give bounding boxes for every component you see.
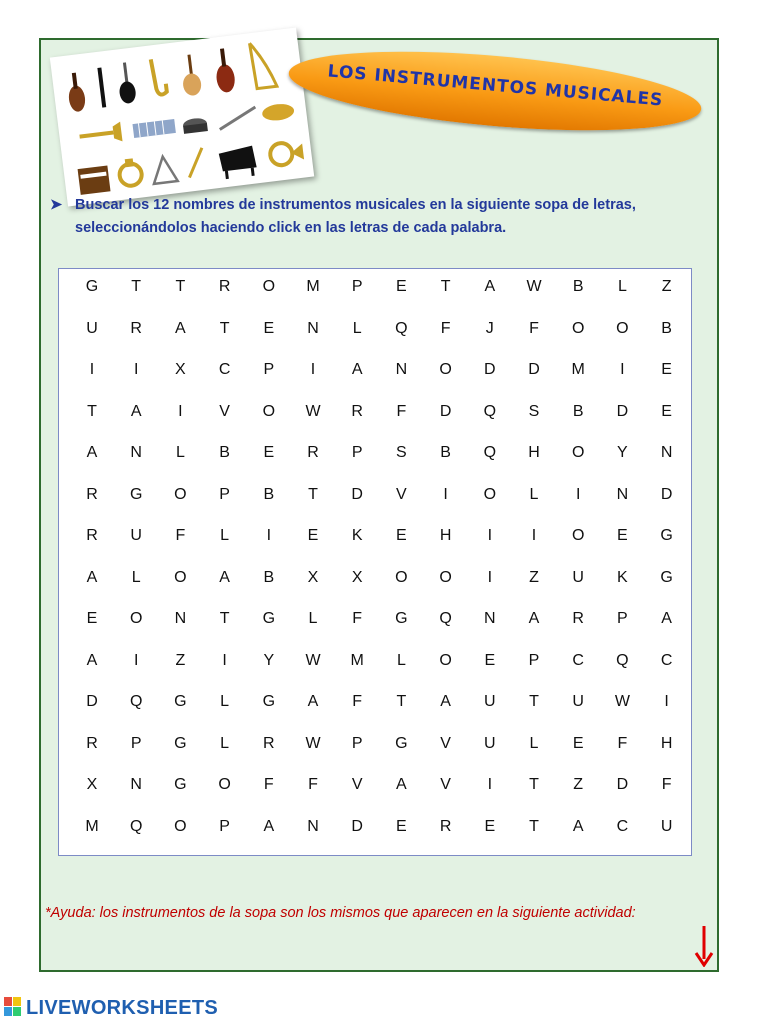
grid-letter[interactable]: E xyxy=(307,527,319,544)
grid-letter[interactable]: D xyxy=(528,361,540,378)
grid-letter[interactable]: G xyxy=(174,776,187,793)
grid-letter[interactable]: I xyxy=(664,693,669,710)
grid-letter[interactable]: I xyxy=(487,568,493,586)
grid-letter[interactable]: I xyxy=(178,402,183,420)
instruction-text: Buscar los 12 nombres de instrumentos musicales en la siguiente sopa de letras, seleccionándolos haciendo click en las letras de cada palabra. xyxy=(75,197,636,236)
grid-letter[interactable]: Q xyxy=(129,817,143,835)
grid-letter[interactable]: L xyxy=(396,651,406,669)
grid-letter[interactable]: E xyxy=(396,278,407,295)
down-arrow-icon xyxy=(694,925,714,967)
grid-letter[interactable]: G xyxy=(174,734,187,752)
grid-letter[interactable]: T xyxy=(440,278,451,295)
instruments-collage xyxy=(50,27,314,206)
grid-letter[interactable]: D xyxy=(351,817,363,835)
grid-letter[interactable]: D xyxy=(660,485,673,503)
grid-letter[interactable]: B xyxy=(572,278,584,295)
grid-letter[interactable]: F xyxy=(352,693,363,710)
grid-letter[interactable]: V xyxy=(219,402,230,420)
grid-letter[interactable]: B xyxy=(440,444,451,461)
grid-letter[interactable]: E xyxy=(661,361,672,378)
grid-letter[interactable]: L xyxy=(529,734,539,752)
grid-letter[interactable]: N xyxy=(616,485,629,503)
grid-letter[interactable]: O xyxy=(616,319,629,337)
grid-letter[interactable]: R xyxy=(86,485,98,503)
grid-letter[interactable]: B xyxy=(263,568,275,586)
grid-letter[interactable]: W xyxy=(614,693,630,710)
grid-letter[interactable]: T xyxy=(87,402,97,420)
grid-letter[interactable]: E xyxy=(263,444,275,461)
grid-letter[interactable]: Q xyxy=(395,319,408,337)
grid-letter[interactable]: P xyxy=(351,444,363,461)
grid-letter[interactable]: N xyxy=(130,444,142,461)
grid-letter[interactable]: I xyxy=(222,651,227,669)
tuba-icon xyxy=(118,157,143,186)
grid-letter[interactable]: V xyxy=(440,734,451,752)
grid-letter[interactable]: I xyxy=(531,527,537,544)
grid-letter[interactable]: L xyxy=(308,610,318,627)
grid-letter[interactable]: B xyxy=(572,402,584,420)
grid-letter[interactable]: F xyxy=(617,734,628,752)
grid-letter[interactable]: Z xyxy=(661,278,672,295)
grid-letter[interactable]: D xyxy=(351,485,363,503)
grid-letter[interactable]: F xyxy=(661,776,672,793)
grid-letter[interactable]: A xyxy=(396,776,407,793)
grid-letter[interactable]: U xyxy=(572,693,584,710)
grid-letter[interactable]: B xyxy=(263,485,275,503)
saxophone-icon xyxy=(151,58,167,95)
grid-letter[interactable]: N xyxy=(660,444,673,461)
grid-letter[interactable]: I xyxy=(89,361,95,378)
grid-letter[interactable]: N xyxy=(307,319,319,337)
grid-letter[interactable]: O xyxy=(262,278,276,295)
grid-letter[interactable]: U xyxy=(572,568,584,586)
grid-letter[interactable]: A xyxy=(351,361,363,378)
acoustic-guitar-icon xyxy=(180,54,203,97)
grid-letter[interactable]: P xyxy=(219,817,230,835)
french-horn-icon xyxy=(269,141,304,167)
piano-icon xyxy=(218,145,257,179)
grid-letter[interactable]: U xyxy=(484,734,496,752)
grid-letter[interactable]: G xyxy=(174,693,187,710)
grid-letter[interactable]: A xyxy=(86,568,98,586)
grid-letter[interactable]: P xyxy=(528,651,540,669)
grid-letter[interactable]: P xyxy=(263,361,275,378)
grid-letter[interactable]: M xyxy=(571,361,585,378)
grid-letter[interactable]: C xyxy=(572,651,584,669)
grid-letter[interactable]: F xyxy=(440,319,451,337)
electric-guitar-icon xyxy=(116,62,137,105)
grid-letter[interactable]: U xyxy=(660,817,673,835)
grid-letter[interactable]: F xyxy=(308,776,318,793)
grid-letter[interactable]: G xyxy=(660,568,673,586)
grid-letter[interactable]: A xyxy=(175,319,186,337)
grid-letter[interactable]: E xyxy=(396,527,407,544)
grid-letter[interactable]: T xyxy=(219,319,230,337)
grid-letter[interactable]: I xyxy=(575,485,581,503)
grid-letter[interactable]: Q xyxy=(483,402,497,420)
grid-letter[interactable]: I xyxy=(266,527,272,544)
grid-letter[interactable]: R xyxy=(351,402,363,420)
harp-icon xyxy=(250,41,277,89)
grid-letter[interactable]: T xyxy=(219,610,230,627)
grid-letter[interactable]: R xyxy=(439,817,452,835)
grid-letter[interactable]: Z xyxy=(175,651,186,669)
grid-letter[interactable]: I xyxy=(133,651,139,669)
grid-letter[interactable]: X xyxy=(175,361,186,378)
grid-letter[interactable]: I xyxy=(443,485,448,503)
grid-letter[interactable]: O xyxy=(395,568,408,586)
grid-letter[interactable]: C xyxy=(660,651,673,669)
grid-letter[interactable]: W xyxy=(526,278,542,295)
grid-letter[interactable]: A xyxy=(572,817,584,835)
grid-letter[interactable]: T xyxy=(529,693,539,710)
help-note: *Ayuda: los instrumentos de la sopa son los mismos que aparecen en la siguiente actividad: xyxy=(45,905,636,921)
grid-letter[interactable]: O xyxy=(571,319,585,337)
grid-letter[interactable]: W xyxy=(305,651,321,669)
grid-letter[interactable]: T xyxy=(131,278,142,295)
grid-letter[interactable]: V xyxy=(440,776,451,793)
page-title: LOS INSTRUMENTOS MUSICALES xyxy=(326,61,665,111)
grid-letter[interactable]: V xyxy=(351,776,363,793)
grid-letter[interactable]: A xyxy=(307,693,319,710)
grid-letter[interactable]: V xyxy=(396,485,407,503)
grid-letter[interactable]: G xyxy=(262,610,276,627)
grid-letter[interactable]: E xyxy=(617,527,628,544)
grid-letter[interactable]: C xyxy=(616,817,629,835)
grid-letter[interactable]: G xyxy=(395,610,408,627)
grid-letter[interactable]: L xyxy=(617,278,627,295)
xylophone-icon xyxy=(132,119,175,138)
grid-letter[interactable]: I xyxy=(133,361,139,378)
grid-letter[interactable]: R xyxy=(218,278,231,295)
grid-letter[interactable]: U xyxy=(130,527,142,544)
grid-letter[interactable]: G xyxy=(85,278,99,295)
grid-letter[interactable]: U xyxy=(484,693,496,710)
grid-letter[interactable]: F xyxy=(529,319,539,337)
grid-letter[interactable]: A xyxy=(484,278,496,295)
grid-letter[interactable]: P xyxy=(617,610,628,627)
grid-letter[interactable]: R xyxy=(263,734,275,752)
grid-letter[interactable]: X xyxy=(307,568,319,586)
grid-letter[interactable]: H xyxy=(660,734,673,752)
grid-letter[interactable]: B xyxy=(219,444,230,461)
grid-letter[interactable]: A xyxy=(661,610,672,627)
grid-letter[interactable]: J xyxy=(485,319,494,337)
grid-letter[interactable]: H xyxy=(528,444,540,461)
grid-letter[interactable]: I xyxy=(487,527,493,544)
grid-letter[interactable]: P xyxy=(130,734,142,752)
grid-letter[interactable]: E xyxy=(661,402,672,420)
grid-letter[interactable]: E xyxy=(86,610,98,627)
grid-letter[interactable]: E xyxy=(263,319,275,337)
drum-icon xyxy=(182,117,208,134)
cello-icon xyxy=(213,48,236,94)
grid-letter[interactable]: M xyxy=(306,278,320,295)
grid-letter[interactable]: S xyxy=(396,444,407,461)
grid-letter[interactable]: R xyxy=(130,319,142,337)
bullet-arrow-icon: ➤ xyxy=(50,197,63,213)
grid-letter[interactable]: Q xyxy=(439,610,452,627)
grid-letter[interactable]: I xyxy=(310,361,316,378)
grid-letter[interactable]: O xyxy=(439,568,452,586)
grid-letter[interactable]: E xyxy=(484,651,496,669)
grid-letter[interactable]: T xyxy=(396,693,407,710)
grid-letter[interactable]: Y xyxy=(263,651,275,669)
grid-letter[interactable]: Z xyxy=(573,776,584,793)
grid-letter[interactable]: F xyxy=(175,527,186,544)
grid-letter[interactable]: R xyxy=(86,527,98,544)
grid-letter[interactable]: X xyxy=(351,568,363,586)
grid-letter[interactable]: O xyxy=(174,817,187,835)
grid-letter[interactable]: S xyxy=(528,402,540,420)
grid-letter[interactable]: A xyxy=(528,610,540,627)
grid-letter[interactable]: R xyxy=(86,734,98,752)
word-search-grid xyxy=(58,268,692,856)
grid-letter[interactable]: M xyxy=(350,651,364,669)
grid-letter[interactable]: T xyxy=(175,278,186,295)
grid-letter[interactable]: N xyxy=(484,610,496,627)
organ-icon xyxy=(78,165,111,194)
grid-letter[interactable]: O xyxy=(262,402,276,420)
grid-letter[interactable]: P xyxy=(219,485,230,503)
grid-letter[interactable]: R xyxy=(307,444,319,461)
grid-letter[interactable]: Q xyxy=(483,444,497,461)
grid-letter[interactable]: O xyxy=(218,776,231,793)
grid-letter[interactable]: Z xyxy=(529,568,539,586)
grid-letter[interactable]: A xyxy=(86,444,98,461)
grid-letter[interactable]: O xyxy=(483,485,497,503)
grid-letter[interactable]: G xyxy=(660,527,673,544)
grid-letter[interactable]: O xyxy=(571,527,585,544)
trumpet-icon xyxy=(78,122,122,147)
grid-letter[interactable]: N xyxy=(307,817,319,835)
flute-icon xyxy=(218,107,258,129)
grid-letter[interactable]: I xyxy=(620,361,625,378)
footer-branding xyxy=(4,997,218,1022)
instructions xyxy=(50,194,700,240)
grid-letter[interactable]: T xyxy=(529,817,539,835)
grid-letter[interactable]: L xyxy=(220,693,230,710)
grid-letter[interactable]: G xyxy=(129,485,143,503)
grid-letter[interactable]: R xyxy=(572,610,584,627)
grid-letter[interactable]: W xyxy=(305,734,321,752)
grid-letter[interactable]: K xyxy=(351,527,363,544)
grid-letter[interactable]: C xyxy=(218,361,231,378)
grid-letter[interactable]: O xyxy=(174,485,187,503)
grid-letter[interactable]: N xyxy=(174,610,187,627)
grid-letter[interactable]: B xyxy=(661,319,672,337)
grid-letter[interactable]: D xyxy=(439,402,452,420)
grid-letter[interactable]: I xyxy=(487,776,493,793)
grid-letter[interactable]: U xyxy=(86,319,98,337)
grid-letter[interactable]: H xyxy=(439,527,452,544)
grid-letter[interactable]: O xyxy=(571,444,585,461)
grid-letter[interactable]: A xyxy=(219,568,230,586)
grid-letter[interactable]: O xyxy=(439,361,452,378)
grid-letter[interactable]: O xyxy=(174,568,187,586)
grid-letter[interactable]: A xyxy=(86,651,98,669)
grid-letter[interactable]: T xyxy=(529,776,539,793)
grid-letter[interactable]: Y xyxy=(617,444,628,461)
grid-letter[interactable]: L xyxy=(529,485,539,503)
footer-logo-text: LIVEWORKSHEETS xyxy=(26,997,218,1019)
grid-letter[interactable]: G xyxy=(395,734,408,752)
grid-letter[interactable]: N xyxy=(130,776,142,793)
grid-letter[interactable]: F xyxy=(263,776,274,793)
grid-letter[interactable]: L xyxy=(220,527,230,544)
violin-icon xyxy=(66,72,87,113)
grid-letter[interactable]: G xyxy=(262,693,276,710)
grid-letter[interactable]: D xyxy=(616,402,629,420)
grid-letter[interactable]: K xyxy=(617,568,628,586)
grid-letter[interactable]: A xyxy=(263,817,275,835)
grid-letter[interactable]: P xyxy=(351,734,363,752)
grid-letter[interactable]: A xyxy=(440,693,451,710)
grid-letter[interactable]: Q xyxy=(129,693,143,710)
grid-letter[interactable]: Q xyxy=(616,651,629,669)
clarinet-icon xyxy=(97,67,106,107)
grid-letter[interactable]: T xyxy=(308,485,318,503)
triangle-icon xyxy=(151,155,178,184)
trombone-icon xyxy=(186,148,205,178)
grid-letter[interactable]: N xyxy=(395,361,408,378)
grid-letter[interactable]: D xyxy=(484,361,496,378)
grid-letter[interactable]: L xyxy=(352,319,362,337)
grid-letter[interactable]: O xyxy=(439,651,452,669)
grid-letter[interactable]: L xyxy=(220,734,230,752)
grid-letter[interactable]: X xyxy=(86,776,98,793)
grid-letter[interactable]: E xyxy=(484,817,496,835)
grid-letter[interactable]: F xyxy=(396,402,407,420)
grid-letter[interactable]: E xyxy=(572,734,584,752)
grid-letter[interactable]: F xyxy=(352,610,363,627)
grid-letter[interactable]: D xyxy=(616,776,629,793)
grid-letter[interactable]: E xyxy=(396,817,407,835)
grid-letter[interactable]: O xyxy=(129,610,143,627)
grid-letter[interactable]: P xyxy=(351,278,363,295)
liveworksheets-logo-icon xyxy=(4,997,22,1017)
grid-letter[interactable]: L xyxy=(131,568,141,586)
grid-letter[interactable]: D xyxy=(86,693,98,710)
grid-letter[interactable]: W xyxy=(305,402,321,420)
grid-letter[interactable]: L xyxy=(175,444,185,461)
grid-letter[interactable]: M xyxy=(85,817,99,835)
grid-letter[interactable]: A xyxy=(130,402,142,420)
